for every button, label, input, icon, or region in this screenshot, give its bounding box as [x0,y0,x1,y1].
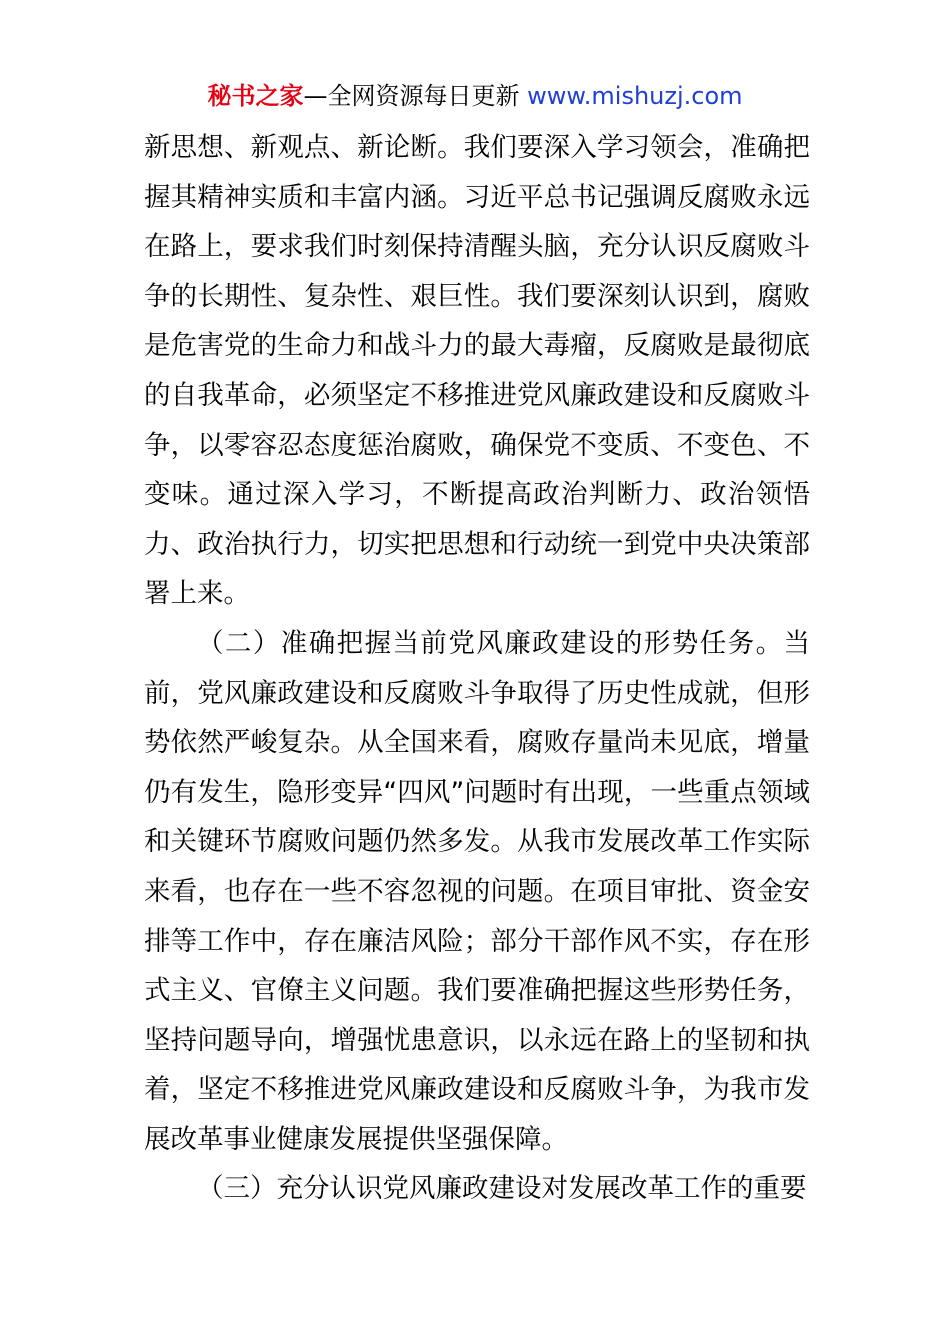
document-body [144,123,810,1214]
brand-name: 秘书之家 [207,82,304,110]
site-url-link[interactable]: www.mishuzj.com [527,82,743,110]
page-header [0,80,950,112]
paragraph-continued: 新思想、新观点、新论断。我们要深入学习领会，准确把握其精神实质和丰富内涵。习近平总书记强调反腐败永远在路上，要求我们时刻保持清醒头脑，充分认识反腐败斗争的长期性、复杂性、艰巨性。我们要深刻认识到，腐败是危害党的生命力和战斗力的最大毒瘤，反腐败是最彻底的自我革命，必须坚定不移推进党风廉政建设和反腐败斗争，以零容忍态度惩治腐败，确保党不变质、不变色、不变味。通过深入学习，不断提高政治判断力、政治领悟力、政治执行力，切实把思想和行动统一到党中央决策部署上来。 [144,132,810,610]
paragraph-section-3: （三）充分认识党风廉政建设对发展改革工作的重要 [197,1173,807,1205]
paragraph-section-2: （二）准确把握当前党风廉政建设的形势任务。当前，党风廉政建设和反腐败斗争取得了历史性成就，但形势依然严峻复杂。从全国来看，腐败存量尚未见底，增量仍有发生，隐形变异“四风”问题时有出现，一些重点领域和关键环节腐败问题仍然多发。从我市发展改革工作实际来看，也存在一些不容忽视的问题。在项目审批、资金安排等工作中，存在廉洁风险；部分干部作风不实，存在形式主义、官僚主义问题。我们要准确把握这些形势任务，坚持问题导向，增强忧患意识，以永远在路上的坚韧和执着，坚定不移推进党风廉政建设和反腐败斗争，为我市发展改革事业健康发展提供坚强保障。 [144,627,810,1155]
header-slogan: —全网资源每日更新 [303,82,520,110]
